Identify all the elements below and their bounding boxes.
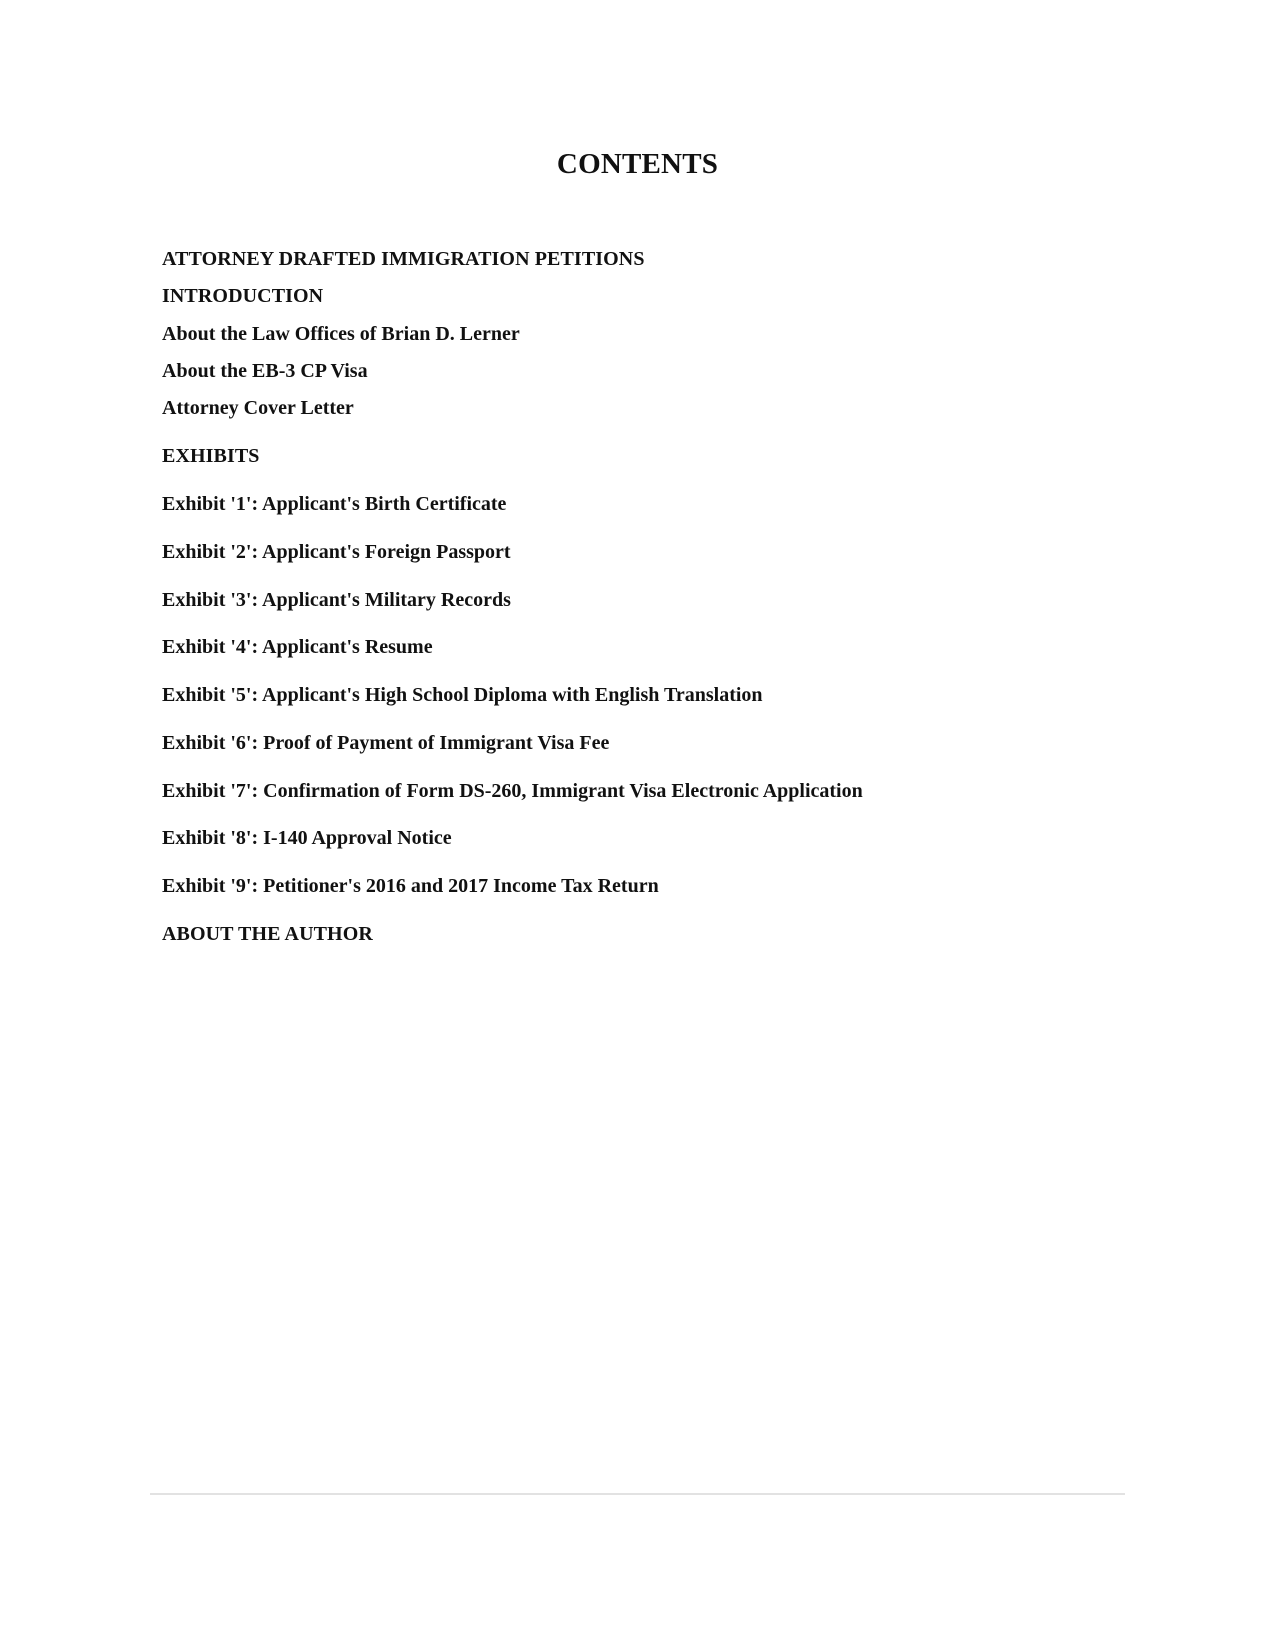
- page-title: CONTENTS: [556, 148, 719, 180]
- toc-entry-exhibit-6[interactable]: Exhibit '6': Proof of Payment of Immigrant Visa Fee: [162, 732, 610, 754]
- toc-entry-exhibit-8[interactable]: Exhibit '8': I-140 Approval Notice: [162, 827, 452, 849]
- toc-entry-exhibit-4[interactable]: Exhibit '4': Applicant's Resume: [162, 636, 433, 658]
- toc-entry-exhibit-3[interactable]: Exhibit '3': Applicant's Military Records: [162, 589, 511, 611]
- toc-entry-exhibits[interactable]: EXHIBITS: [162, 445, 260, 467]
- toc-entry-about-the-author[interactable]: ABOUT THE AUTHOR: [162, 923, 373, 945]
- toc-entry-introduction[interactable]: INTRODUCTION: [162, 285, 324, 307]
- toc-entry-attorney-cover-letter[interactable]: Attorney Cover Letter: [162, 397, 354, 419]
- toc-entry-exhibit-1[interactable]: Exhibit '1': Applicant's Birth Certificate: [162, 493, 507, 515]
- toc-entry-about-law-offices[interactable]: About the Law Offices of Brian D. Lerner: [162, 323, 520, 345]
- toc-entry-about-eb3-cp-visa[interactable]: About the EB-3 CP Visa: [162, 360, 368, 382]
- footer-divider: [150, 1493, 1125, 1495]
- toc-entry-exhibit-7[interactable]: Exhibit '7': Confirmation of Form DS-260, Immigrant Visa Electronic Application: [162, 780, 863, 802]
- toc-entry-exhibit-5[interactable]: Exhibit '5': Applicant's High School Diploma with English Translation: [162, 684, 763, 706]
- toc-entry-exhibit-9[interactable]: Exhibit '9': Petitioner's 2016 and 2017 Income Tax Return: [162, 875, 659, 897]
- toc-entry-exhibit-2[interactable]: Exhibit '2': Applicant's Foreign Passport: [162, 541, 511, 563]
- toc-entry-attorney-drafted-petitions[interactable]: ATTORNEY DRAFTED IMMIGRATION PETITIONS: [162, 248, 645, 270]
